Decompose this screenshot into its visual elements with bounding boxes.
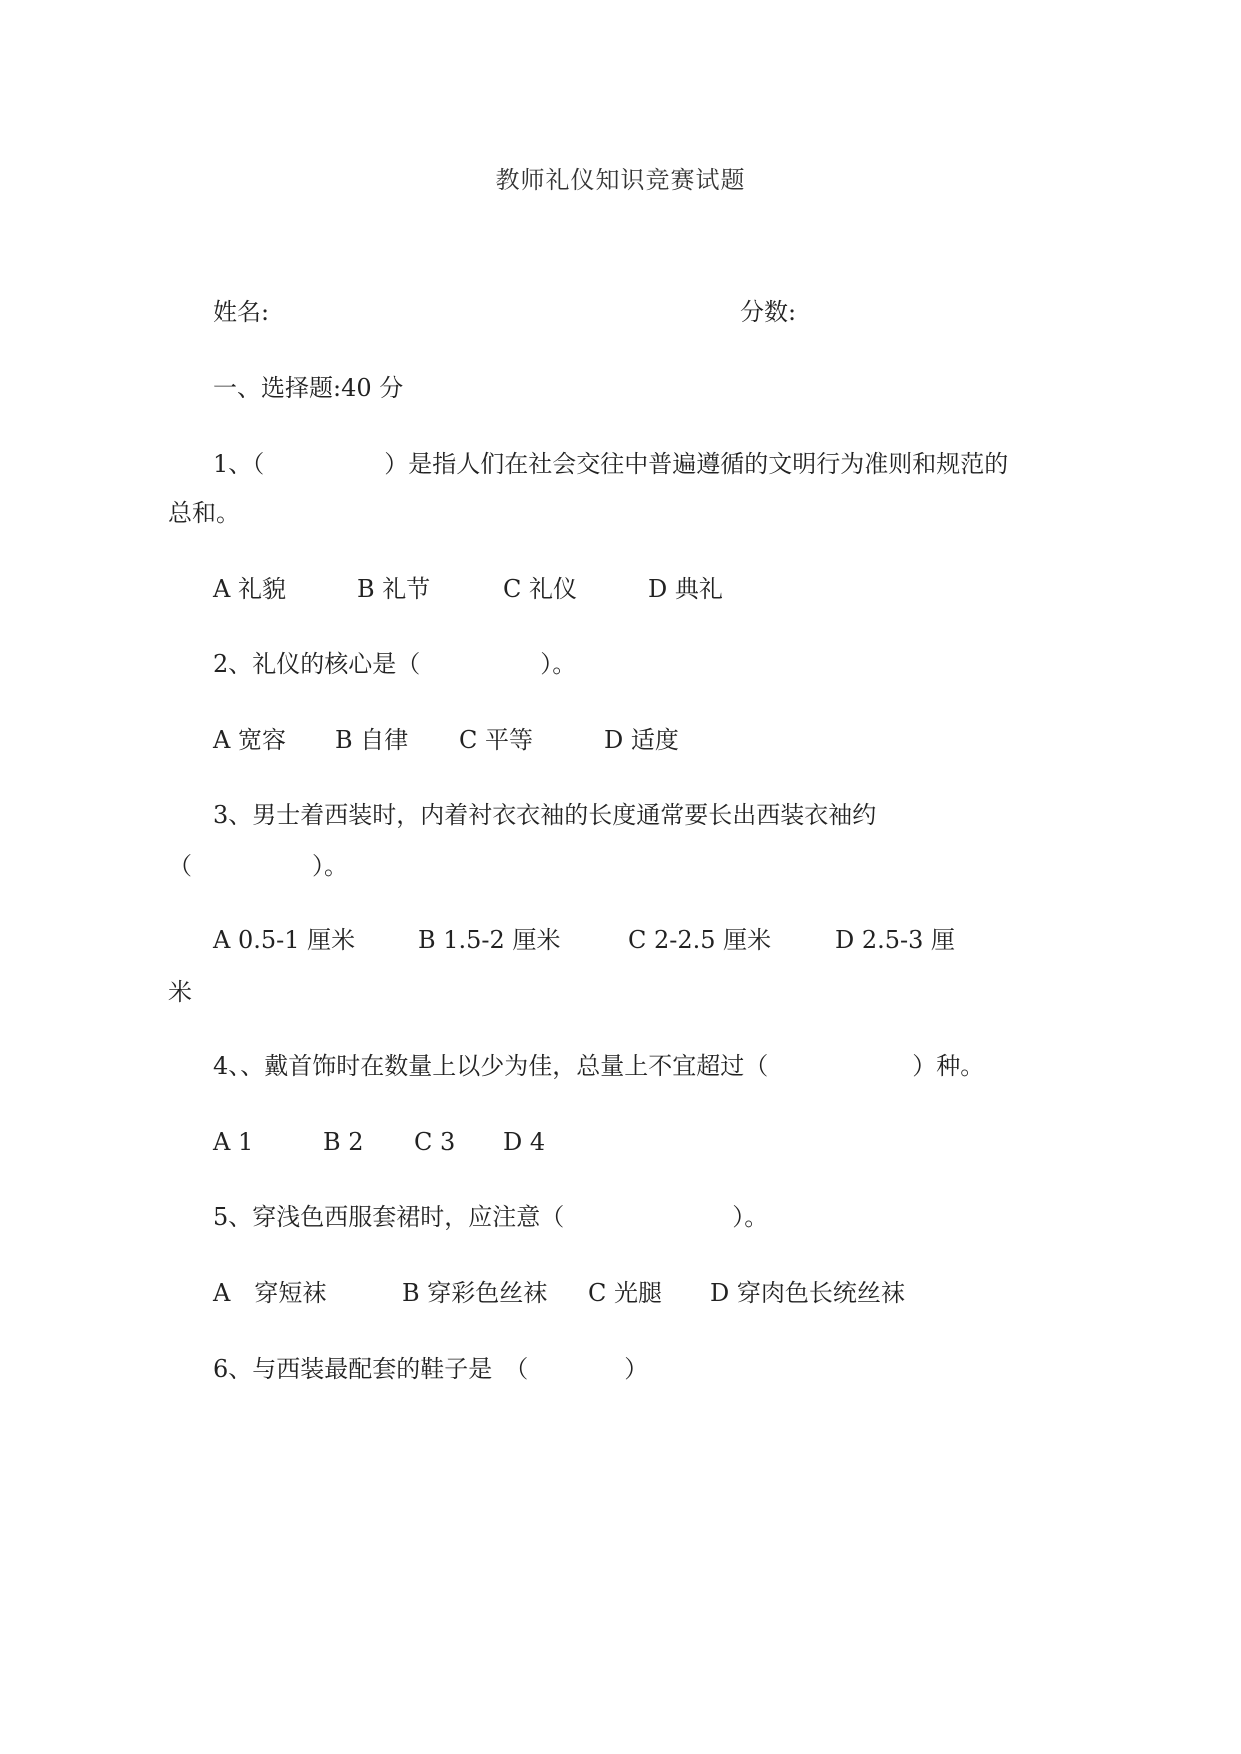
question-3-option-b: B 1.5-2 厘米 [418,926,561,954]
question-1-option-a: A 礼貌 [213,575,286,603]
question-1-text: 1、（ ）是指人们在社会交往中普遍遵循的文明行为准则和规范的 [213,450,1009,478]
question-3-option-a: A 0.5-1 厘米 [213,926,356,954]
question-2-text: 2、礼仪的核心是（ ）。 [213,650,577,678]
question-5-option-b: B 穿彩色丝袜 [402,1279,548,1307]
question-5-option-c: C 光腿 [588,1279,662,1307]
question-2-option-d: D 适度 [604,726,679,754]
question-3-option-d: D 2.5-3 厘 [835,926,956,954]
question-1-option-c: C 礼仪 [503,575,577,603]
question-4-option-a: A 1 [213,1128,254,1156]
score-label: 分数: [740,298,797,326]
question-2-option-c: C 平等 [459,726,533,754]
question-2-option-a: A 宽容 [213,726,286,754]
question-5-option-d: D 穿肉色长统丝袜 [710,1279,905,1307]
name-label: 姓名: [213,298,270,326]
page-title: 教师礼仪知识竞赛试题 [495,166,746,194]
question-5-text: 5、穿浅色西服套裙时，应注意（ ）。 [213,1203,769,1231]
question-2-option-b: B 自律 [335,726,409,754]
question-3-option-c: C 2-2.5 厘米 [628,926,772,954]
section-heading: 一、选择题:40 分 [213,374,404,402]
question-3-text-cont: （ ）。 [168,852,348,880]
question-4-option-c: C 3 [414,1128,456,1156]
question-4-option-d: D 4 [503,1128,546,1156]
question-1-text-cont: 总和。 [168,499,240,527]
question-5-option-a: A 穿短袜 [213,1279,327,1307]
question-4-text: 4、、戴首饰时在数量上以少为佳，总量上不宜超过（ ）种。 [213,1052,985,1080]
question-1-option-d: D 典礼 [648,575,723,603]
question-1-option-b: B 礼节 [357,575,431,603]
question-3-option-d-wrap: 米 [168,978,192,1006]
question-6-text: 6、与西装最配套的鞋子是 （ ） [213,1355,649,1383]
question-3-text: 3、男士着西装时，内着衬衣衣袖的长度通常要长出西装衣袖约 [213,801,877,829]
question-4-option-b: B 2 [323,1128,364,1156]
